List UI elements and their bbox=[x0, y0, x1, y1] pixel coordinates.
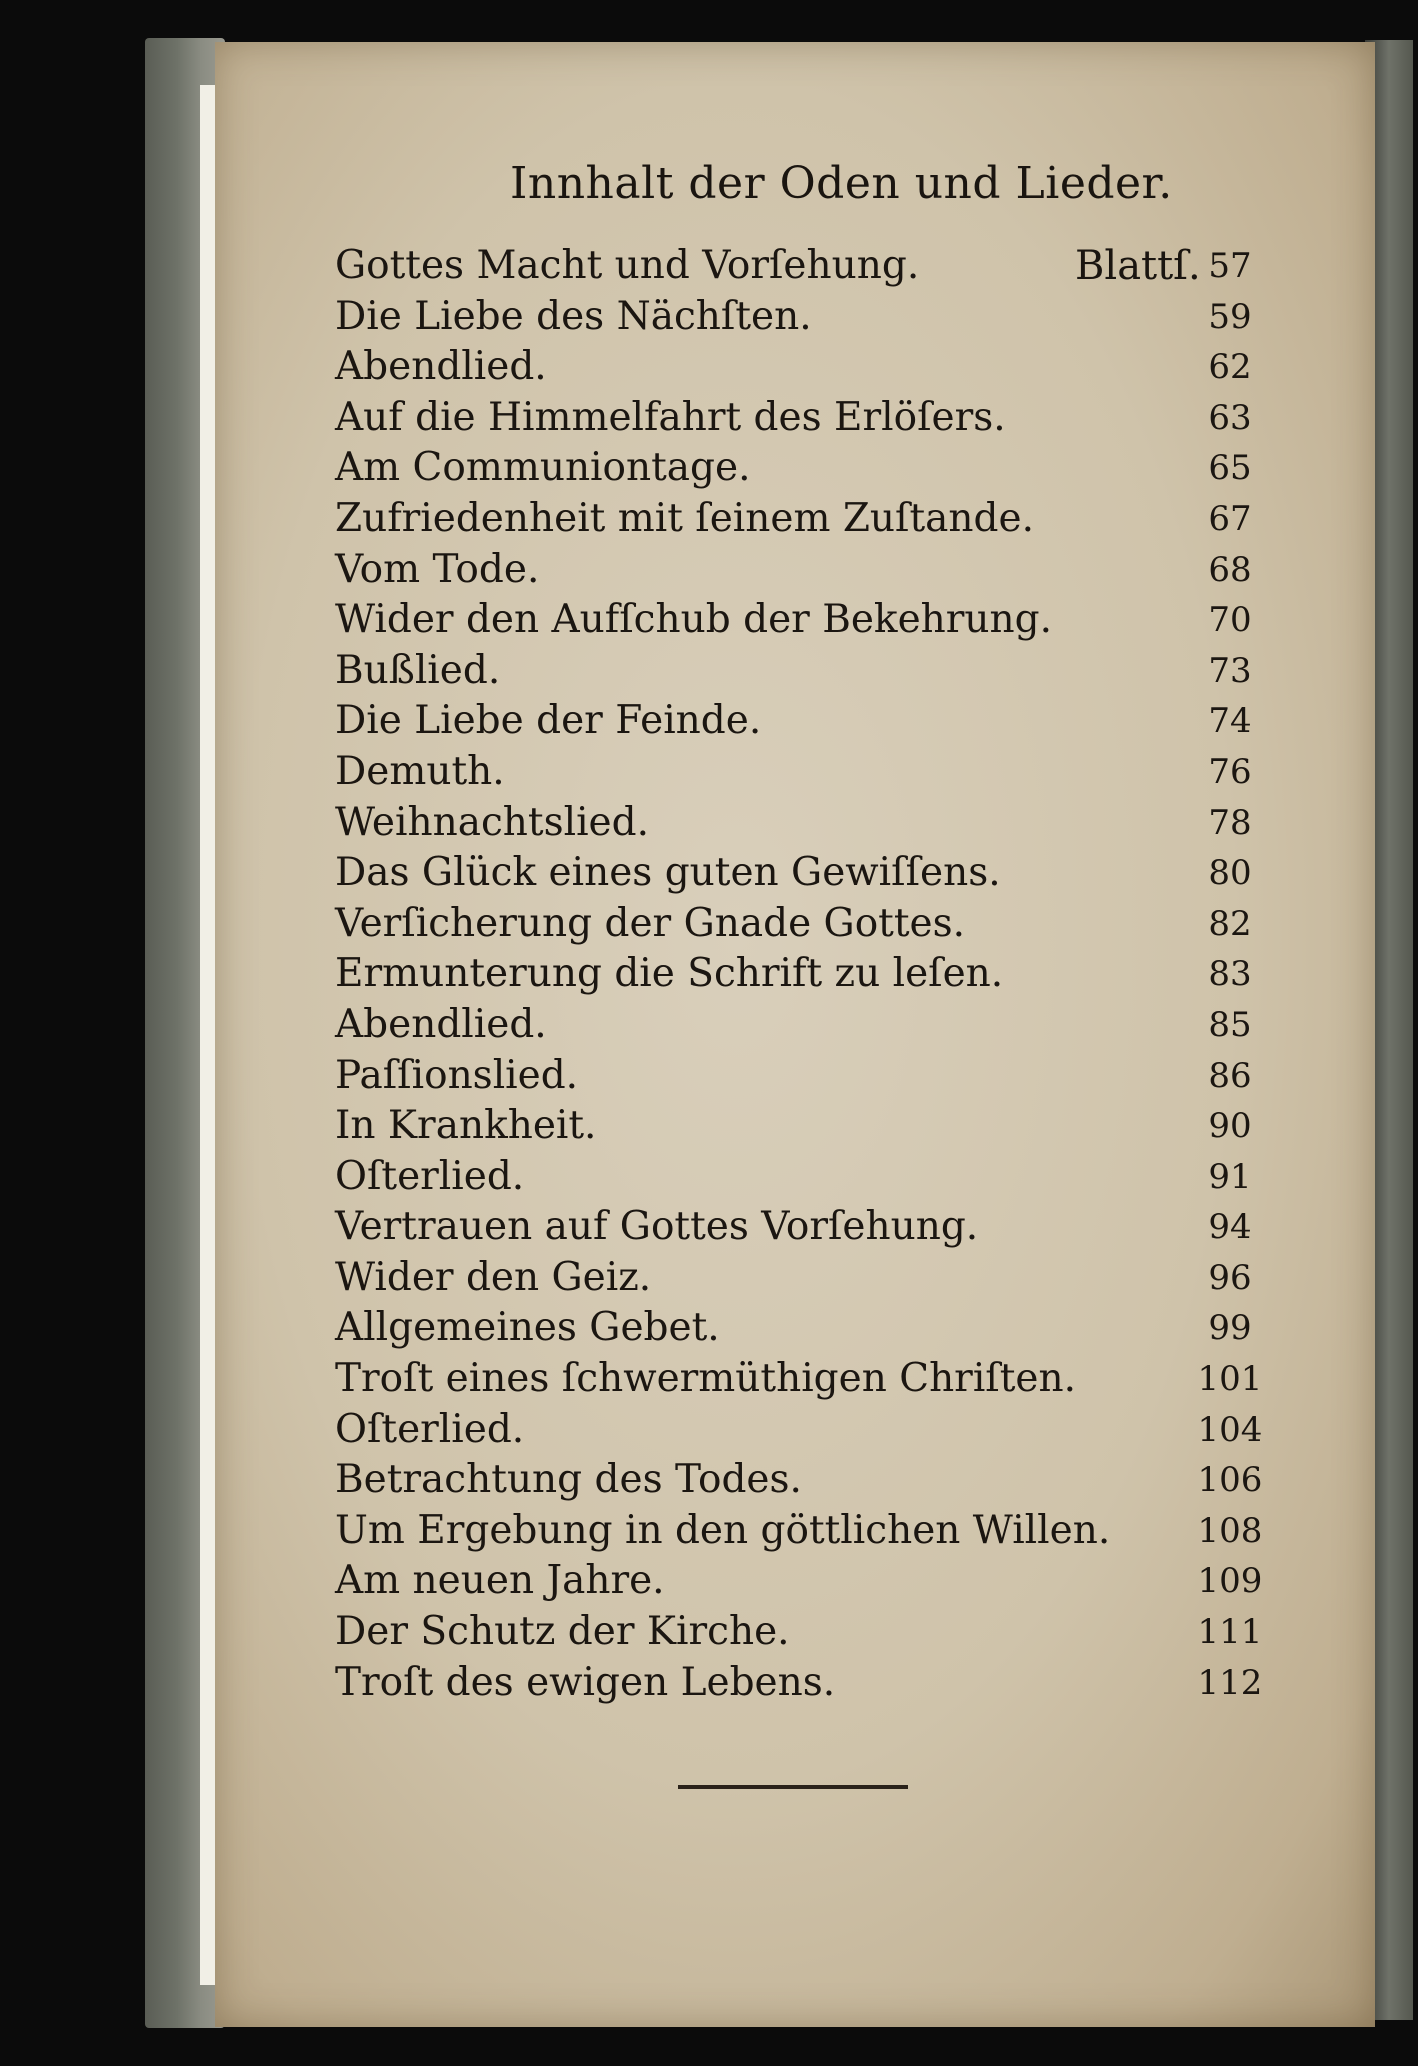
entry-title: Das Glück eines guten Gewiſſens. bbox=[335, 850, 1001, 896]
entry-page-number: 62 bbox=[1208, 347, 1252, 388]
list-item bbox=[335, 747, 1275, 798]
entry-page-number: 65 bbox=[1208, 448, 1252, 489]
entry-title: Troſt des ewigen Lebens. bbox=[335, 1659, 836, 1705]
entry-page-number: 112 bbox=[1197, 1662, 1263, 1703]
entry-page-number: 101 bbox=[1197, 1359, 1263, 1400]
entry-title: Bußlied. bbox=[335, 647, 501, 693]
list-item bbox=[335, 545, 1275, 596]
entry-page-number: 73 bbox=[1208, 650, 1252, 691]
page-heading: Innhalt der Oden und Lieder. bbox=[510, 158, 1173, 209]
entry-title: Am Communiontage. bbox=[335, 445, 751, 491]
list-item bbox=[335, 1506, 1275, 1557]
entry-title: Troſt eines ſchwermüthigen Chriſten. bbox=[335, 1356, 1076, 1402]
entry-title: Zufriedenheit mit ſeinem Zuſtande. bbox=[335, 495, 1034, 541]
list-item bbox=[335, 1354, 1275, 1405]
entry-title: Betrachtung des Todes. bbox=[335, 1457, 802, 1503]
entry-title: Um Ergebung in den göttlichen Willen. bbox=[335, 1507, 1111, 1553]
entry-page-number: 80 bbox=[1208, 853, 1252, 894]
entry-title: Der Schutz der Kirche. bbox=[335, 1609, 790, 1655]
entry-page-number: 96 bbox=[1208, 1257, 1252, 1298]
entry-title: Verſicherung der Gnade Gottes. bbox=[335, 900, 966, 946]
list-item bbox=[335, 595, 1275, 646]
list-item bbox=[335, 1000, 1275, 1051]
list-item bbox=[335, 1101, 1275, 1152]
entry-page-number: 91 bbox=[1208, 1156, 1252, 1197]
list-item bbox=[335, 241, 1275, 292]
list-item bbox=[335, 1152, 1275, 1203]
list-item bbox=[335, 1455, 1275, 1506]
entry-title: Wider den Geiz. bbox=[335, 1254, 652, 1300]
entry-page-number: 99 bbox=[1208, 1308, 1252, 1349]
entry-page-number: 67 bbox=[1208, 498, 1252, 539]
entry-page-number: 111 bbox=[1197, 1612, 1263, 1653]
list-item bbox=[335, 393, 1275, 444]
list-item bbox=[335, 292, 1275, 343]
entry-title: Weihnachtslied. bbox=[335, 799, 649, 845]
list-item bbox=[335, 1405, 1275, 1456]
entry-page-number: 63 bbox=[1208, 397, 1252, 438]
entry-title: Vom Tode. bbox=[335, 546, 540, 592]
entry-page-number: 82 bbox=[1208, 903, 1252, 944]
list-item bbox=[335, 494, 1275, 545]
entry-page-number: 109 bbox=[1197, 1561, 1263, 1602]
entry-title: Paſſionslied. bbox=[335, 1052, 579, 1098]
entry-page-number: 94 bbox=[1208, 1207, 1252, 1248]
entry-page-number: 106 bbox=[1197, 1460, 1263, 1501]
entry-page-number: 85 bbox=[1208, 1004, 1252, 1045]
list-item bbox=[335, 646, 1275, 697]
list-item bbox=[335, 1607, 1275, 1658]
list-item bbox=[335, 798, 1275, 849]
list-item bbox=[335, 1303, 1275, 1354]
entry-page-number: 104 bbox=[1197, 1409, 1263, 1450]
entry-page-number: 57 bbox=[1208, 246, 1252, 286]
entry-title: Abendlied. bbox=[335, 1001, 547, 1047]
list-item bbox=[335, 1556, 1275, 1607]
entry-page-number: 83 bbox=[1208, 954, 1252, 995]
entry-page-number: 90 bbox=[1208, 1106, 1252, 1147]
entry-page-number: 74 bbox=[1208, 701, 1252, 742]
list-item bbox=[335, 899, 1275, 950]
list-item bbox=[335, 848, 1275, 899]
entry-title: Gottes Macht und Vorſehung. bbox=[335, 243, 920, 288]
entry-page-number: 78 bbox=[1208, 802, 1252, 843]
entry-page-number: 59 bbox=[1208, 296, 1252, 337]
entry-title: Wider den Aufſchub der Bekehrung. bbox=[335, 597, 1053, 643]
entry-page-number: 68 bbox=[1208, 549, 1252, 590]
list-item bbox=[335, 342, 1275, 393]
entry-title: In Krankheit. bbox=[335, 1103, 597, 1149]
closing-rule bbox=[678, 1785, 908, 1789]
entry-page-number: 108 bbox=[1197, 1510, 1263, 1551]
entry-page-number: 70 bbox=[1208, 600, 1252, 641]
entry-title: Die Liebe des Nächſten. bbox=[335, 293, 812, 339]
list-item bbox=[335, 443, 1275, 494]
entry-title: Vertrauen auf Gottes Vorſehung. bbox=[335, 1204, 979, 1250]
list-item bbox=[335, 696, 1275, 747]
list-item bbox=[335, 1202, 1275, 1253]
list-item bbox=[335, 1253, 1275, 1304]
entry-title: Demuth. bbox=[335, 748, 505, 794]
list-item bbox=[335, 949, 1275, 1000]
entry-title: Allgemeines Gebet. bbox=[335, 1305, 720, 1351]
entry-title: Ermunterung die Schrift zu leſen. bbox=[335, 951, 1004, 997]
list-item bbox=[335, 1658, 1275, 1709]
entry-page-number: 86 bbox=[1208, 1055, 1252, 1096]
list-item bbox=[335, 1051, 1275, 1102]
entry-title: Oſterlied. bbox=[335, 1153, 525, 1199]
entry-title: Abendlied. bbox=[335, 344, 547, 390]
entry-title: Oſterlied. bbox=[335, 1406, 525, 1452]
entry-title: Am neuen Jahre. bbox=[335, 1558, 665, 1604]
entry-title: Die Liebe der Feinde. bbox=[335, 698, 762, 744]
page-column-label: Blattſ. bbox=[1075, 243, 1201, 289]
table-of-contents bbox=[335, 241, 1275, 1708]
entry-page-number: 76 bbox=[1208, 751, 1252, 792]
entry-title: Auf die Himmelfahrt des Erlöſers. bbox=[335, 394, 1006, 440]
